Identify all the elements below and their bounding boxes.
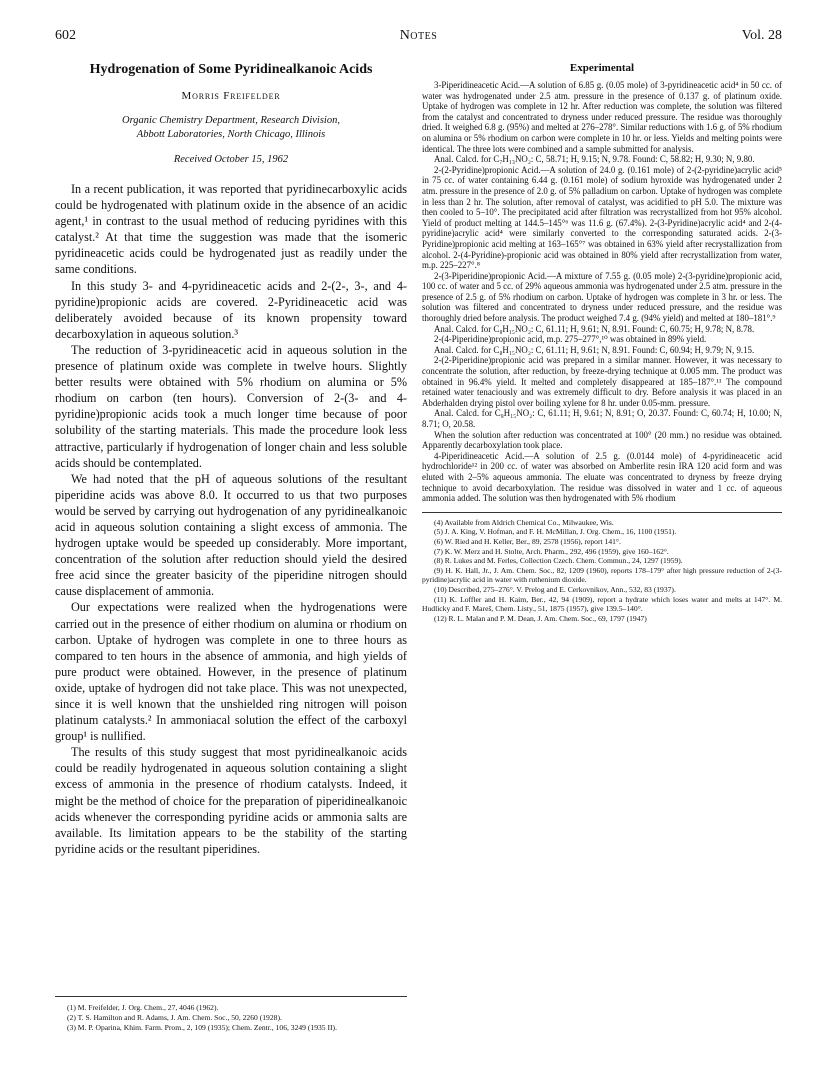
experimental-paragraph: 2-(4-Piperidine)propionic acid, m.p. 275–277°,¹⁰ was obtained in 89% yield. xyxy=(434,334,707,345)
body-paragraph: Our expectations were realized when the hydrogenations were carried out in the presence of either rhodium on alumina or rhodium on carbon. Uptake of hydrogen was complete in one to three hours as compared to ten hours in the absence of ammonia, and high yields of pure product were obtained. However, in the presence of platinum oxide, uptake of hydrogen did not take place. This was not unexpected, since it is well known that the unshielded ring nitrogen will poison platinum catalysts.² In ammoniacal solution the effect of the carboxyl group¹ is nullified. xyxy=(55,600,407,744)
experimental-heading: Experimental xyxy=(569,62,635,74)
received-date: Received October 15, 1962 xyxy=(173,154,289,165)
experimental-paragraph: 2-(3-Piperidine)propionic Acid.—A mixture of 7.55 g. (0.05 mole) 2-(3-pyridine)propionic acid, 100 cc. of water and 5 cc. of 29% aqueous ammonia was hydrogenated under 2.5 atm. pressure in the presence of 2.5 g. of 5% rhodium on carbon. Uptake of hydrogen was complete in 3 hr. or less. The solution was filtered and concentrated to dryness under reduced pressure, and the residue was thoroughly dried before analysis. The product weighed 7.4 g. (94% yield) and melted at 180–181°.⁹ xyxy=(422,270,782,324)
section-title: Notes xyxy=(399,28,438,43)
left-footnotes xyxy=(55,996,407,1032)
body-paragraph: In a recent publication, it was reported that pyridinecarboxylic acids could be hydrogenated with platinum oxide in the absence of an acidic agent,¹ in contrast to the usual method of reducing pyridines with this catalyst.² At that time the suggestion was made that the isomeric pyridineacetic acids could be hydrogenated just as readily under the same conditions. xyxy=(55,182,407,277)
footnote: (2) T. S. Hamilton and R. Adams, J. Am. Chem. Soc., 50, 2260 (1928). xyxy=(67,1012,282,1022)
experimental-paragraph: 3-Piperidineacetic Acid.—A solution of 6.85 g. (0.05 mole) of 3-pyridineacetic acid⁴ in 50 cc. of water was hydrogenated under 2.5 atm. pressure in the presence of 0.137 g. of platinum oxide. Uptake of hydrogen was complete in 12 hr. After reduction was complete, the solution was filtered from the catalyst and concentrated to dryness under reduced pressure. The residue was thoroughly dried. It weighed 6.8 g. (95%) and melted at 276–278°. Similar reductions with 1.6 g. of 5% rhodium on alumina or 5% rhodium on carbon were complete in 10 hr. or less. Yields and melting points were identical. The three lots were combined and a sample submitted for analysis. xyxy=(422,80,782,154)
page-header xyxy=(55,28,782,48)
body-paragraph: We had noted that the pH of aqueous solutions of the resultant piperidine acids was above 8.0. It occurred to us that two purposes would be served by carrying out hydrogenation of any pyridinealkanoic acid in aqueous solution containing a slight excess of ammonia. The hydrogen uptake would be speeded up considerably. More important, concentration of the solution after reduction should yield the desired free acid since the greater basicity of the piperidine nitrogen should cause displacement of ammonia. xyxy=(55,471,407,599)
experimental-paragraph: 2-(2-Pyridine)propionic Acid.—A solution of 24.0 g. (0.161 mole) of 2-(2-pyridine)acrylic acid⁵ in 75 cc. of water containing 6.44 g. (0.161 mole) of sodium hyroxide was hydrogenated under 2 atm. pressure in the presence of 2.0 g. of 5% palladium on carbon. Uptake of hydrogen was complete in less than 2 hr. The solution, after removal of catalyst, was acidified to pH 5.0. The mixture was then cooled to 5–10°. The precipitated acid after filtration was recrystallized from hot 95% alcohol. Yield of product melting at 144.5–145°⁶ was 11.6 g. (67.4%). 2-(3-Pyridine)acrylic acid⁴ and 2-(4-pyridine)acrylic acid⁴ were similarly converted to the corresponding saturated acids. 2-(3-Pyridine)propionic acid melting at 163–165°⁷ was obtained in 63% yield after recrystallization from alcohol. 2-(4-Pyridine)-propionic acid was obtained in 80% yield after recrystallization from water, m.p. 225–227°.⁸ xyxy=(422,164,782,271)
experimental-paragraph: Anal. Calcd. for C₈H₁₅NO₂: C, 61.11; H, 9.61; N, 8.91. Found: C, 60.94; H, 9.79; N, 9.15. xyxy=(434,344,755,355)
footnote: (7) K. W. Merz and H. Stolte, Arch. Pharm., 292, 496 (1959), give 160–162°. xyxy=(434,546,669,556)
left-column xyxy=(55,62,407,857)
affiliation-line: Abbott Laboratories, North Chicago, Illinois xyxy=(136,129,326,140)
experimental-paragraph: Anal. Calcd. for C₈H₁₅NO₂: C, 61.11; H, 9.61; N, 8.91; O, 20.37. Found: C, 60.74; H, 10.00; N, 8.71; O, 20.58. xyxy=(422,408,782,429)
right-footnotes xyxy=(422,512,782,624)
right-column xyxy=(422,62,782,623)
footnote: (6) W. Ried and H. Keller, Ber., 89, 2578 (1956), report 141°. xyxy=(434,536,621,546)
page-number: 602 xyxy=(55,28,76,43)
author-name: Morris Freifelder xyxy=(181,90,281,102)
experimental-paragraph: When the solution after reduction was concentrated at 100° (20 mm.) no residue was obtained. Apparently decarboxylation took place. xyxy=(422,429,782,451)
experimental-body xyxy=(422,80,782,504)
footnote: (12) R. L. Malan and P. M. Dean, J. Am. Chem. Soc., 69, 1797 (1947) xyxy=(434,613,647,623)
footnote: (1) M. Freifelder, J. Org. Chem., 27, 4046 (1962). xyxy=(67,1003,219,1012)
footnote: (4) Available from Aldrich Chemical Co., Milwaukee, Wis. xyxy=(434,517,614,527)
experimental-paragraph: 2-(2-Piperidine)propionic acid was prepared in a similar manner. However, it was necessary to concentrate the solution, after reduction, by freeze-drying technique at 0.005 mm. The product was obtained in 96.4% yield. It melted and completely disappeared at 185–187°.¹¹ The compound retained water tenaciously and was extremely difficult to dry. Before analysis it was placed in an Abderhalden drying pistol over boiling xylene for 8 hr. under 0.05-mm. pressure. xyxy=(422,355,782,408)
article-title: Hydrogenation of Some Pyridinealkanoic Acids xyxy=(89,62,373,77)
article-body xyxy=(55,181,407,857)
footnote: (11) K. Loffler and H. Kaim, Ber., 42, 94 (1909), report a hydrate which loses water and melts at 147°. M. Hudlicky and F. Mareš, Chem. Listy., 51, 1875 (1957), give 139.5–140°. xyxy=(422,594,782,614)
footnote: (9) H. K. Hall, Jr., J. Am. Chem. Soc., 82, 1209 (1960), reports 178–179° after high pressure reduction of 2-(3-pyridine)acrylic acid in water with ruthenium dioxide. xyxy=(422,565,782,585)
affiliation-line: Organic Chemistry Department, Research Division, xyxy=(122,115,340,126)
affiliation xyxy=(55,114,407,142)
volume-label: Vol. 28 xyxy=(741,28,782,43)
footnote: (10) Described, 275–276°. V. Prelog and E. Cerkovnikov, Ann., 532, 83 (1937). xyxy=(434,584,676,594)
body-paragraph: The results of this study suggest that most pyridinealkanoic acids could be readily hydrogenated in aqueous solution containing a slight excess of ammonia in the presence of rhodium catalysts. Indeed, it might be the method of choice for the preparation of piperidinealkanoic acids whenever the corresponding pyridine acids or ammonia salts are available. Its limitation appears to be the stability of the starting pyridine acids or the resultant piperidines. xyxy=(55,745,407,856)
experimental-paragraph: Anal. Calcd. for C₈H₁₅NO₂: C, 61.11; H, 9.61; N, 8.91. Found: C, 60.75; H, 9.78; N, 8.78. xyxy=(434,323,755,334)
body-paragraph: The reduction of 3-pyridineacetic acid in aqueous solution in the presence of platinum oxide was complete in twelve hours. Slightly better results were obtained with 5% rhodium on alumina or 5% rhodium on carbon (ten hours). Conversion of 2-(3- and 4-pyridine)propionic acids took a much longer time because of poor solubility of the starting materials. This made the procedure look less attractive, particularly if hydrogenation of longer chain and less soluble acids should be contemplated. xyxy=(55,342,407,470)
experimental-paragraph: Anal. Calcd. for C₇H₁₃NO₂: C, 58.71; H, 9.15; N, 9.78. Found: C, 58.82; H, 9.30; N, 9.80. xyxy=(434,154,755,165)
footnote: (8) R. Lukes and M. Ferles, Collection Czech. Chem. Commun., 24, 1297 (1959). xyxy=(434,556,683,566)
body-paragraph: In this study 3- and 4-pyridineacetic acids and 2-(2-, 3-, and 4-pyridine)propionic acids are covered. 2-Pyridineacetic acid was deliberately avoided because of its known propensity toward decarboxylation in aqueous solution.³ xyxy=(55,278,407,341)
footnote: (5) J. A. King, V. Hofman, and F. H. McMillan, J. Org. Chem., 16, 1100 (1951). xyxy=(434,527,677,537)
footnote: (3) M. P. Oparina, Khim. Farm. Prom., 2, 109 (1935); Chem. Zentr., 106, 3249 (1935 II). xyxy=(67,1022,337,1032)
experimental-paragraph: 4-Piperidineacetic Acid.—A solution of 2.5 g. (0.0144 mole) of 4-pyridineacetic acid hydrochloride¹² in 200 cc. of water was absorbed on Amberlite resin IRA 120 acid form and was eluted with 2–5% aqueous ammonia. The eluate was concentrated to dryness by freeze drying technique to avoid decarboxylation. The residue was dissolved in water and 1 cc. of aqueous ammonia added. The solution was then hydrogenated with 5% rhodium xyxy=(422,450,782,504)
